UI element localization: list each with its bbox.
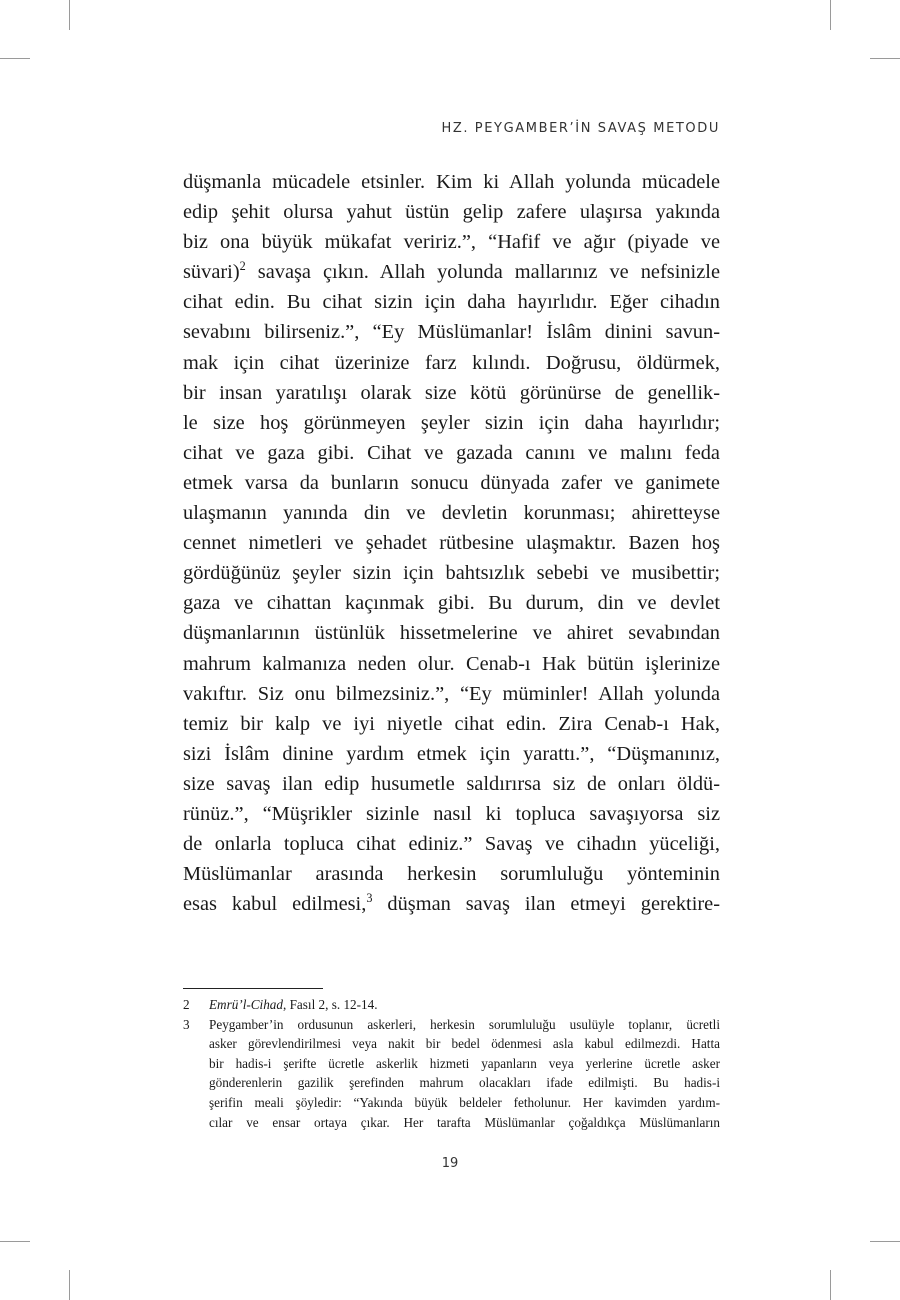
body-line: sizi İslâm dinine yardım etmek için yarattı.”, “Düşmanınız, bbox=[183, 742, 720, 765]
footnote-divider bbox=[183, 988, 323, 989]
footnote-line: şerifin meali şöyledir: “Yakında büyük beldeler fetholunur. Her kavimden yardım- bbox=[209, 1094, 720, 1110]
body-line: mak için cihat üzerinize farz kılındı. Doğrusu, öldürmek, bbox=[183, 351, 720, 374]
footnote-reference[interactable]: 2 bbox=[239, 259, 246, 274]
footnote-citation: , Fasıl 2, s. 12-14. bbox=[283, 997, 378, 1012]
body-line: mahrum kalmanıza neden olur. Cenab-ı Hak bütün işlerinize bbox=[183, 652, 720, 675]
body-line-start: esas kabul edilmesi, bbox=[183, 893, 367, 916]
body-line: ulaşmanın yanında din ve devletin korunması; ahiretteyse bbox=[183, 502, 720, 525]
body-line: sevabını bilirseniz.”, “Ey Müslümanlar! İslâm dinini savun- bbox=[183, 321, 720, 344]
crop-mark-top-left bbox=[69, 0, 70, 30]
footnotes bbox=[183, 995, 720, 1132]
crop-mark-top-right bbox=[830, 0, 831, 30]
crop-mark-right-bottom bbox=[870, 1241, 900, 1242]
crop-mark-left-bottom bbox=[0, 1241, 30, 1242]
footnote-line bbox=[209, 995, 720, 1015]
body-line: rünüz.”, “Müşrikler sizinle nasıl ki topluca savaşıyorsa siz bbox=[183, 802, 720, 825]
body-line bbox=[183, 889, 720, 919]
body-line: temiz bir kalp ve iyi niyetle cihat edin. Zira Cenab-ı Hak, bbox=[183, 712, 720, 735]
footnote-reference[interactable]: 3 bbox=[366, 891, 373, 906]
body-line: le size hoş görünmeyen şeyler sizin için daha hayırlıdır; bbox=[183, 411, 720, 434]
footnote-line: gönderenlerin gazilik şerefinden mahrum olacakları ifade edilmişti. Bu hadis-i bbox=[209, 1075, 720, 1091]
body-line: gördüğünüz şeyler sizin için bahtsızlık sebebi ve musibettir; bbox=[183, 562, 720, 585]
footnote-line: bir hadis-i şerifte ücretle askerlik hizmeti yapanların veya yerlerine ücretle asker bbox=[209, 1055, 720, 1071]
body-line: cihat ve gaza gibi. Cihat ve gazada canını ve malını feda bbox=[183, 441, 720, 464]
body-line: cihat edin. Bu cihat sizin için daha hayırlıdır. Eğer cihadın bbox=[183, 291, 720, 314]
body-line: edip şehit olursa yahut üstün gelip zafere ulaşırsa yakında bbox=[183, 201, 720, 224]
running-head: HZ. PEYGAMBER’İN SAVAŞ METODU bbox=[441, 121, 720, 136]
body-line: cennet nimetleri ve şehadet rütbesine ulaşmaktır. Bazen hoş bbox=[183, 532, 720, 555]
footnote-2 bbox=[183, 995, 720, 1015]
body-line: etmek varsa da bunların sonucu dünyada zafer ve ganimete bbox=[183, 471, 720, 494]
body-line: Müslümanlar arasında herkesin sorumluluğu yönteminin bbox=[183, 863, 720, 886]
crop-mark-bottom-left bbox=[69, 1270, 70, 1300]
footnote-line: cılar ve ensar ortaya çıkar. Her tarafta Müslümanlar çoğaldıkça Müslümanların bbox=[209, 1114, 720, 1130]
body-line: de onlarla topluca cihat ediniz.” Savaş ve cihadın yüceliği, bbox=[183, 833, 720, 856]
body-line: düşmanlarının üstünlük hissetmelerine ve ahiret sevabından bbox=[183, 622, 720, 645]
page-number: 19 bbox=[441, 1156, 459, 1171]
body-line: biz ona büyük mükafat veririz.”, “Hafif ve ağır (piyade ve bbox=[183, 231, 720, 254]
crop-mark-right-top bbox=[870, 58, 900, 59]
body-line: size savaş ilan edip husumetle saldırırsa siz de onları öldü- bbox=[183, 772, 720, 795]
crop-mark-left-top bbox=[0, 58, 30, 59]
footnote-line: Peygamber’in ordusunun askerleri, herkesin sorumluluğu usulüyle toplanır, ücretli bbox=[209, 1016, 720, 1032]
body-line: düşmanla mücadele etsinler. Kim ki Allah yolunda mücadele bbox=[183, 171, 720, 193]
body-line: bir insan yaratılışı olarak size kötü görünürse de genellik- bbox=[183, 381, 720, 404]
body-line: vakıftır. Siz onu bilmezsiniz.”, “Ey müminler! Allah yolunda bbox=[183, 682, 720, 705]
footnote-3 bbox=[183, 1015, 720, 1133]
footnote-line: asker görevlendirilmesi veya nakit bir bedel ödenmesi asla kabul edilmezdi. Hatta bbox=[209, 1036, 720, 1052]
body-line-rest: savaşa çıkın. Allah yolunda mallarınız ve nefsinizle bbox=[245, 261, 720, 284]
footnote-number: 3 bbox=[183, 1016, 190, 1032]
body-line-start: süvari) bbox=[183, 261, 240, 284]
body-line-rest: düşman savaş ilan etmeyi gerektire- bbox=[372, 893, 720, 916]
body-line: gaza ve cihattan kaçınmak gibi. Bu durum, din ve devlet bbox=[183, 592, 720, 615]
body-line bbox=[183, 257, 720, 287]
footnote-source-title: Emrü’l-Cihad bbox=[209, 997, 283, 1012]
footnote-number: 2 bbox=[183, 997, 190, 1012]
crop-mark-bottom-right bbox=[830, 1270, 831, 1300]
body-text bbox=[183, 167, 720, 919]
